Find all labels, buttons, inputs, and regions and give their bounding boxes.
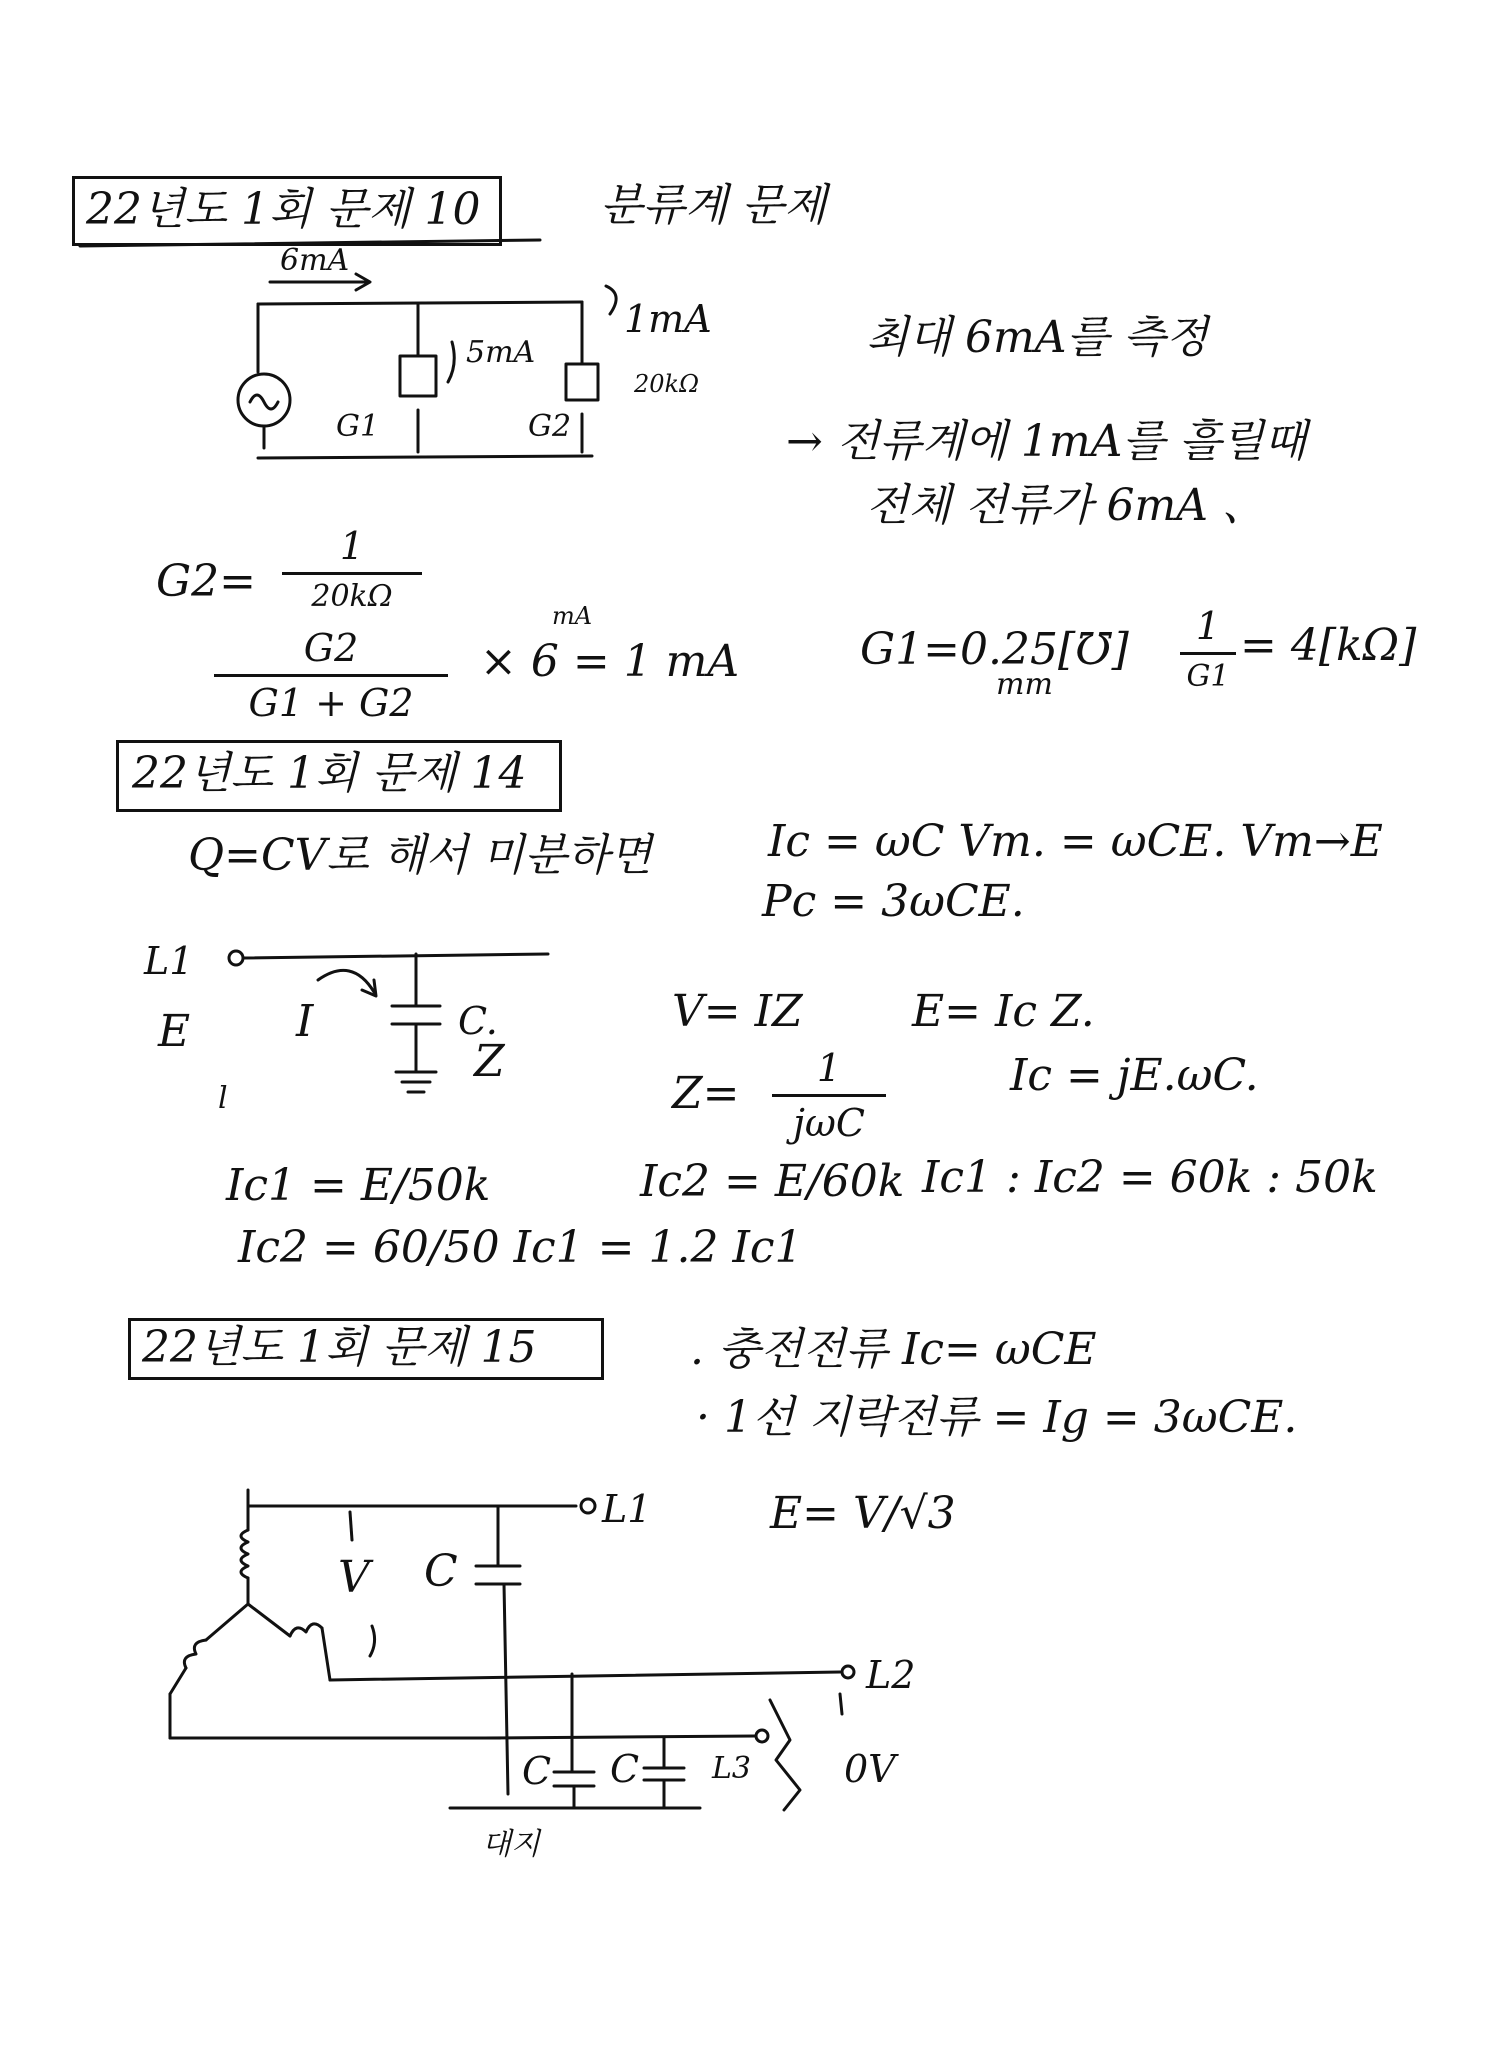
label-i-right: 1mA <box>624 297 712 341</box>
eq-ic2-full: Ic2 = 60/50 Ic1 = 1.2 Ic1 <box>238 1222 803 1273</box>
note-max: 최대 6mA를 측정 <box>866 312 1208 363</box>
eq-inv-den: G1 <box>1186 659 1230 694</box>
label-i-s2: I <box>296 996 314 1047</box>
eq-ic1: Ic1 = E/50k <box>226 1160 491 1211</box>
label-l1-s2: L1 <box>144 939 194 983</box>
label-g1: G1 <box>336 409 380 444</box>
label-ov-s3: 0V <box>844 1747 896 1791</box>
label-ground-s3: 대지 <box>482 1827 540 1862</box>
eq-ratio-num: G2 <box>303 626 359 670</box>
label-c-s2: C. <box>458 999 498 1043</box>
eq-ratio-unit: mA <box>552 602 593 630</box>
eq-e: E= Ic Z. <box>912 986 1095 1037</box>
section2-line1-left: Q=CV로 해서 미분하면 <box>188 830 652 881</box>
eq-inv-num: 1 <box>1195 604 1221 648</box>
eq-z-num: 1 <box>816 1046 842 1090</box>
label-z-s2: Z <box>474 1036 505 1087</box>
section3-header: 22년도 1회 문제 15 <box>142 1322 537 1373</box>
label-l3-s3: L3 <box>712 1751 752 1786</box>
eq-g2-num: 1 <box>339 524 365 568</box>
label-r2: 20kΩ <box>634 370 699 398</box>
eq-ratio-rhs: × 6 = 1 mA <box>480 636 740 687</box>
section2-line2: Pc = 3ωCE. <box>762 876 1025 927</box>
eq-ratio-den: G1 + G2 <box>248 681 414 725</box>
section1-topic: 분류계 문제 <box>600 180 827 231</box>
eq-z-den: jωC <box>793 1101 865 1145</box>
eq-ratio-s2: Ic1 : Ic2 = 60k : 50k <box>922 1152 1378 1203</box>
eq-inv-rhs: = 4[kΩ] <box>1240 620 1417 671</box>
eq-g1: G1=0.25[℧] <box>860 624 1129 675</box>
eq-v: V= IZ <box>672 986 803 1037</box>
note-arrow-line1: → 전류계에 1mA를 흘릴때 <box>786 416 1307 467</box>
eq-g2-lhs: G2= <box>156 556 257 607</box>
label-g2: G2 <box>528 409 572 444</box>
eq-g1-sub: mm <box>996 667 1053 702</box>
eq-g2-den: 20kΩ <box>311 579 393 614</box>
section2-header: 22년도 1회 문제 14 <box>132 748 527 799</box>
eq-ic2: Ic2 = E/60k <box>640 1156 905 1207</box>
section3-note2: · 1선 지락전류 = Ig = 3ωCE. <box>696 1392 1298 1443</box>
eq-z-lhs: Z= <box>672 1068 740 1119</box>
label-e-s2: E <box>158 1006 191 1057</box>
label-c2-s3: C <box>610 1747 640 1791</box>
label-l2-s3: L2 <box>866 1653 916 1697</box>
section2-line1-right: Ic = ωC Vm. = ωCE. Vm→E <box>768 816 1383 867</box>
label-l1-s3: L1 <box>602 1487 652 1531</box>
label-i-total: 6mA <box>280 243 350 278</box>
label-v-s3: V <box>338 1552 370 1603</box>
section3-eq-e: E= V/√3 <box>770 1488 956 1539</box>
note-arrow-line2: 전체 전류가 6mA 、 <box>866 480 1266 531</box>
section1-header: 22년도 1회 문제 10 <box>86 184 481 235</box>
label-i-mid: 5mA <box>466 335 536 370</box>
section3-note1: . 충전전류 Ic= ωCE <box>690 1324 1097 1375</box>
label-l-s2: l <box>218 1081 228 1116</box>
label-c-top-s3: C <box>424 1546 458 1597</box>
eq-ic: Ic = jE.ωC. <box>1010 1050 1259 1101</box>
label-c1-s3: C <box>522 1749 552 1793</box>
